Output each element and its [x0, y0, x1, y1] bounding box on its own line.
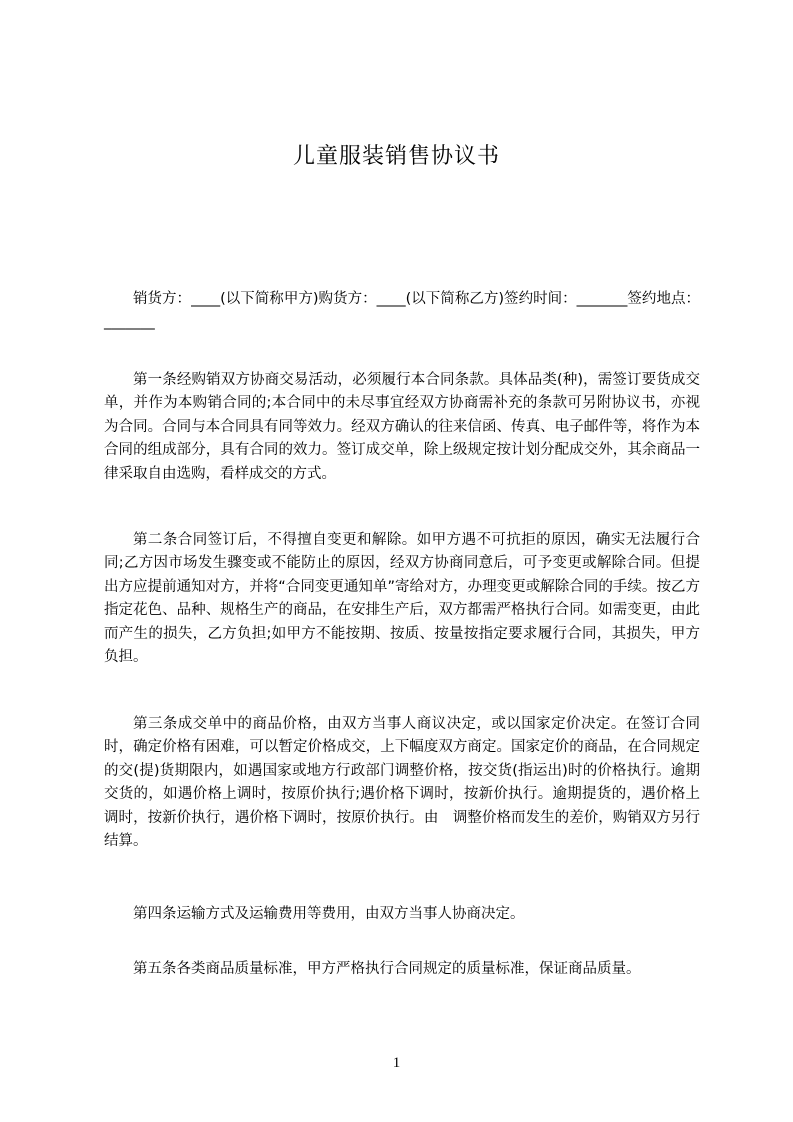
article-4-paragraph: 第四条运输方式及运输费用等费用，由双方当事人协商决定。	[133, 906, 525, 922]
parties-paragraph: 销货方：____(以下简称甲方)购货方：____(以下简称乙方)签约时间：_______签约地点：_______	[104, 291, 700, 331]
article-1-paragraph: 第一条经购销双方协商交易活动，必须履行本合同条款。具体品类(种)，需签订要货成交单，并作为本购销合同的;本合同中的未尽事宜经双方协商需补充的条款可另附协议书，亦视为合同。合同与本合同具有同等效力。经双方确认的往来信函、传真、电子邮件等，将作为本合同的组成部分，具有合同的效力。签订成交单，除上级规定按计划分配成交外，其余商品一律采取自由选购，看样成交的方式。	[104, 372, 700, 482]
article-5-paragraph: 第五条各类商品质量标准，甲方严格执行合同规定的质量标准，保证商品质量。	[133, 961, 641, 977]
document-title: 儿童服装销售协议书	[292, 144, 500, 169]
article-3-paragraph: 第三条成交单中的商品价格，由双方当事人商议决定，或以国家定价决定。在签订合同时，确定价格有困难，可以暂定价格成交，上下幅度双方商定。国家定价的商品，在合同规定的交(提)货期限内，如遇国家或地方行政部门调整价格，按交货(指运出)时的价格执行。逾期交货的，如遇价格上调时，按原价执行;遇价格下调时，按新价执行。逾期提货的，遇价格上调时，按新价执行，遇价格下调时，按原价执行。由 调整价格而发生的差价，购销双方另行结算。	[104, 716, 700, 850]
page-number: 1	[392, 1055, 401, 1071]
article-2-paragraph: 第二条合同签订后，不得擅自变更和解除。如甲方遇不可抗拒的原因，确实无法履行合同;乙方因市场发生骤变或不能防止的原因，经双方协商同意后，可予变更或解除合同。但提出方应提前通知对方，并将“合同变更通知单”寄给对方，办理变更或解除合同的手续。按乙方指定花色、品种、规格生产的商品，在安排生产后，双方都需严格执行合同。如需变更，由此而产生的损失，乙方负担;如甲方不能按期、按质、按量按指定要求履行合同，其损失，甲方负担。	[104, 532, 700, 666]
